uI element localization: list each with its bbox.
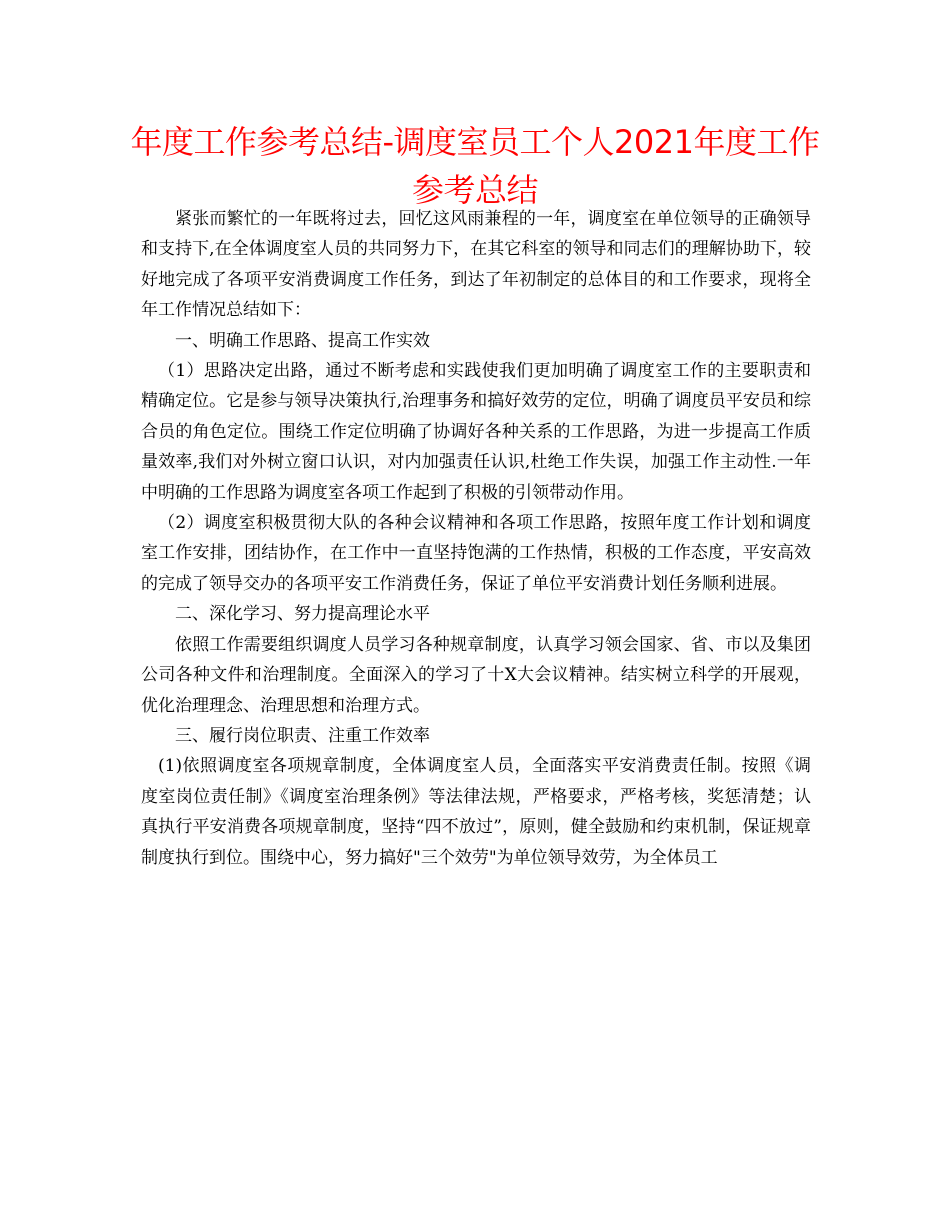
paragraph-1-2: （2）调度室积极贯彻大队的各种会议精神和各项工作思路，按照年度工作计划和调度室工作安排，团结协作，在工作中一直坚持饱满的工作热情，积极的工作态度，平安高效的完成了领导交办的各项平安工作消费任务，保证了单位平安消费计划任务顺利进展。 — [141, 513, 811, 594]
section-heading-1: 一、明确工作思路、提高工作实效 — [175, 330, 430, 351]
section-heading-2: 二、深化学习、努力提高理论水平 — [175, 604, 430, 625]
document-body — [141, 204, 811, 873]
paragraph-intro: 紧张而繁忙的一年既将过去，回忆这风雨兼程的一年，调度室在单位领导的正确领导和支持下,在全体调度室人员的共同努力下，在其它科室的领导和同志们的理解协助下，较好地完成了各项平安消费调度工作任务，到达了年初制定的总体目的和工作要求，现将全年工作情况总结如下： — [141, 209, 811, 321]
document-title: 年度工作参考总结-调度室员工个人2021年度工作参考总结 — [130, 123, 820, 209]
paragraph-2-1: 依照工作需要组织调度人员学习各种规章制度，认真学习领会国家、省、市以及集团公司各种文件和治理制度。全面深入的学习了十X大会议精神。结实树立科学的开展观，优化治理理念、治理思想和治理方式。 — [141, 634, 811, 716]
paragraph-1-1: （1）思路决定出路，通过不断考虑和实践使我们更加明确了调度室工作的主要职责和精确定位。它是参与领导决策执行,治理事务和搞好效劳的定位，明确了调度员平安员和综合员的角色定位。围绕工作定位明确了协调好各种关系的工作思路，为进一步提高工作质量效率,我们对外树立窗口认识，对内加强责任认识,杜绝工作失误，加强工作主动性.一年中明确的工作思路为调度室各项工作起到了积极的引领带动作用。 — [141, 361, 811, 503]
paragraph-3-1: (1)依照调度室各项规章制度，全体调度室人员，全面落实平安消费责任制。按照《调度室岗位责任制》《调度室治理条例》等法律法规，严格要求，严格考核，奖惩清楚；认真执行平安消费各项规章制度，坚持“四不放过”，原则，健全鼓励和约束机制，保证规章制度执行到位。围绕中心，努力搞好"三个效劳"为单位领导效劳，为全体员工 — [141, 756, 811, 868]
section-heading-3: 三、履行岗位职责、注重工作效率 — [175, 725, 430, 746]
